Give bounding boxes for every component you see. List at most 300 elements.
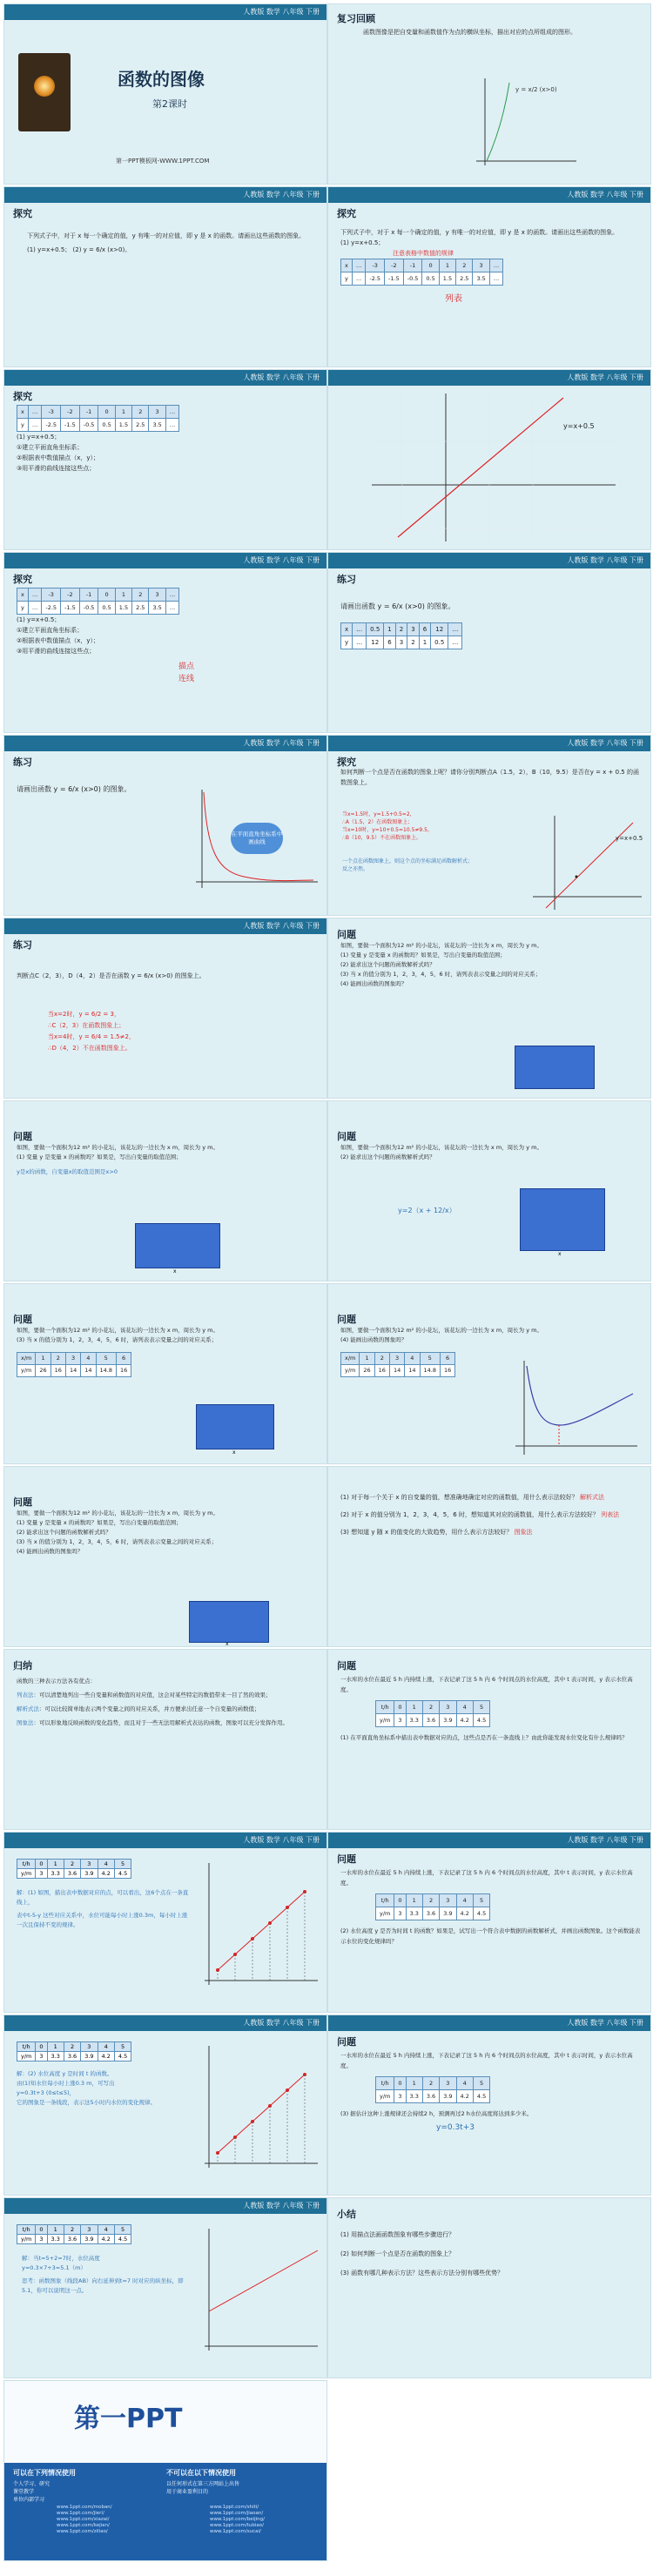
footer-right-item: 以任何形式在第三方网站上出售 — [166, 2481, 240, 2487]
table-row — [17, 2042, 131, 2052]
solution-line-1: 解：当t=5+2=7时，水位高度 — [22, 2255, 100, 2262]
table-cell: 0.5 — [98, 602, 115, 615]
question-1: (1) 变量 y 是变量 x 的函数吗？如果是，写出自变量的取值范围； — [17, 1153, 182, 1160]
table-cell: 1.5 — [439, 272, 455, 286]
value-table — [340, 622, 462, 649]
water-table — [375, 1893, 490, 1920]
table-cell: 3.3 — [47, 2052, 64, 2061]
table-row — [17, 2052, 131, 2061]
footer-link[interactable]: www.1ppt.com/moban/ — [57, 2505, 112, 2510]
water-table — [17, 2041, 131, 2061]
perimeter-graph — [511, 1359, 642, 1459]
table-cell: … — [489, 272, 503, 286]
value-table — [340, 259, 503, 286]
hint-cloud: 在平面直角坐标系中画曲线 — [231, 823, 283, 854]
table-cell: 6 — [384, 636, 395, 649]
table-cell: -2 — [61, 406, 80, 419]
rep-answer-1: 解析式法 — [579, 1494, 604, 1501]
slide-footer[interactable] — [3, 2380, 327, 2561]
slide-header-bar: 人教版 数学 八年级 下册 — [328, 736, 650, 751]
footer-link[interactable]: www.1ppt.com/xiazai/ — [57, 2517, 110, 2522]
table-cell: -1 — [403, 259, 422, 272]
table-cell: 3.6 — [64, 2235, 80, 2244]
solution-line-4: 它的图象是一条线段，表示这5小时内水位的变化规律。 — [17, 2099, 157, 2106]
slide-water-problem-1[interactable] — [327, 1649, 651, 1830]
table-cell: 1 — [419, 636, 430, 649]
table-cell: -2 — [61, 589, 80, 602]
table-cell: 4.5 — [114, 2235, 131, 2244]
solution-line-2: 由(1)知水位每小时上涨0.3 m，可写出 — [17, 2080, 115, 2087]
slide-water-problem-3[interactable] — [327, 2014, 651, 2196]
flowerbed-rect — [196, 1404, 274, 1449]
table-cell: 1 — [115, 589, 131, 602]
value-table — [17, 1352, 131, 1377]
table-cell: -3 — [366, 259, 385, 272]
table-cell: 2 — [64, 2042, 80, 2052]
table-cell: 3.6 — [64, 1869, 80, 1879]
slide-title-text: 复习回顾 — [337, 13, 375, 24]
table-cell: 3.6 — [64, 2052, 80, 2061]
table-cell: 14 — [389, 1365, 404, 1377]
summary-lead: 函数的三种表示方法各有优点： — [17, 1678, 96, 1685]
table-cell: -0.5 — [79, 419, 98, 432]
explore-intro: 下列式子中，对于 x 每一个确定的值，y 有唯一的对应值，即 y 是 x 的函数。请画出这些函数的图象。 — [340, 229, 619, 236]
table-row — [17, 589, 179, 602]
method-formula: 解析式法 — [17, 1705, 39, 1712]
table-cell: 3.9 — [81, 1869, 98, 1879]
table-cell: 3.9 — [440, 1714, 456, 1727]
table-row — [376, 1894, 490, 1907]
step-1: ①建立平面直角坐标系； — [17, 444, 84, 451]
slide-header-bar: 人教版 数学 八年级 下册 — [328, 187, 650, 203]
reason-4: ∴B（10，9.5）不在函数图象上。 — [342, 835, 422, 841]
table-cell: 4.2 — [456, 1714, 473, 1727]
table-cell: … — [28, 419, 42, 432]
table-cell: 4.2 — [98, 2235, 114, 2244]
solution-line-3: 思考：函数图象（线段AB）向右延伸到t=7 时对应的纵坐标，即5.1，你可以说明这一点。 — [22, 2277, 184, 2294]
table-cell: y/m — [376, 2090, 394, 2103]
question-2: (2) 能求出这个问题的函数解析式吗？ — [340, 961, 435, 968]
table-cell: 0 — [98, 589, 115, 602]
table-cell: … — [28, 589, 42, 602]
slide-header-bar: 人教版 数学 八年级 下册 — [4, 736, 326, 751]
slide-title-text: 小结 — [337, 2209, 356, 2220]
slide-explore-1[interactable] — [3, 186, 327, 367]
footer-link[interactable]: www.1ppt.com/sucai/ — [210, 2529, 261, 2534]
reason-3: 当x=10时，y=10+0.5=10.5≠9.5， — [342, 827, 433, 833]
water-intro: 一水库的水位在最近 5 h 内持续上涨，下表记录了这 5 h 内 6 个时间点的水位高度，其中 t 表示时间，y 表示水位高度。 — [340, 1869, 633, 1887]
practice-prompt: 请画出函数 y = 6/x (x>0) 的图象。 — [340, 602, 455, 610]
table-cell: 0.5 — [98, 419, 115, 432]
table-cell: x — [341, 623, 353, 636]
table-cell: 4 — [98, 1860, 114, 1869]
table-cell: 0 — [394, 2077, 406, 2090]
slide-title-text: 问题 — [13, 1497, 32, 1508]
lesson-subtitle: 第2课时 — [152, 98, 187, 110]
table-cell: x/m — [17, 1353, 36, 1365]
water-points — [216, 2073, 306, 2163]
table-cell: 3 — [473, 259, 489, 272]
table-cell: t/h — [376, 2077, 394, 2090]
table-cell: 1 — [47, 1860, 64, 1869]
table-cell: y — [17, 419, 29, 432]
question-1: (1) 变量 y 是变量 x 的函数吗？如果是，写出自变量的取值范围； — [340, 952, 506, 958]
table-cell: 4 — [456, 1701, 473, 1714]
table-row — [341, 1353, 455, 1365]
table-row — [17, 602, 179, 615]
slide-explore-4[interactable] — [3, 552, 327, 733]
table-cell: t/h — [376, 1894, 394, 1907]
review-text: 函数图像是把自变量和函数值作为点的横纵坐标，描出对应的点所组成的图形。 — [363, 29, 576, 36]
table-cell: x — [17, 589, 29, 602]
table-cell: 3.3 — [406, 2090, 422, 2103]
slide-water-problem-2[interactable] — [327, 1832, 651, 2013]
table-row — [17, 1365, 131, 1377]
slide-water-solution-1[interactable] — [3, 1832, 327, 2013]
line-graph — [363, 389, 624, 546]
solution-line-3: y=0.3t+3 (0≤t≤5)， — [17, 2089, 76, 2096]
footer-right-item: 用于商业盈利目的 — [166, 2489, 209, 2495]
slide-explore-3[interactable] — [3, 369, 327, 550]
table-cell: x — [17, 406, 29, 419]
water-line-graph — [196, 2041, 322, 2172]
table-cell: 3 — [65, 1353, 80, 1365]
table-cell: 1 — [384, 623, 395, 636]
slide-explore-2[interactable] — [327, 186, 651, 367]
table-cell: -3 — [42, 406, 61, 419]
rep-answer-3: 图象法 — [514, 1529, 533, 1536]
table-cell: 3 — [440, 2077, 456, 2090]
water-question-2: (2) 水位高度 y 是否为时间 t 的函数？如果是，试写出一个符合表中数据的函数解析式，并画出函数图象。这个函数能表示水位的变化规律吗？ — [340, 1927, 641, 1945]
table-cell: 4.2 — [456, 1907, 473, 1920]
table-cell: 5 — [420, 1353, 440, 1365]
side-label: x — [232, 1449, 236, 1456]
table-cell: 3.5 — [149, 419, 165, 432]
step-3: ③用平滑的曲线连接这些点； — [17, 465, 96, 472]
reason-1: 当x=1.5时，y=1.5+0.5=2， — [342, 811, 415, 817]
table-cell: 14.8 — [96, 1365, 116, 1377]
table-cell: y/m — [376, 1907, 394, 1920]
table-row — [376, 1714, 490, 1727]
table-cell: 4 — [456, 2077, 473, 2090]
table-cell: 4 — [405, 1353, 420, 1365]
table-cell: 0 — [36, 2042, 47, 2052]
side-label: x — [558, 1251, 562, 1257]
table-cell: 3.9 — [81, 2235, 98, 2244]
table-cell: 1 — [439, 259, 455, 272]
tag-plot: 描点 — [178, 662, 195, 671]
slide-title-text: 问题 — [337, 1131, 356, 1142]
table-cell: 0 — [36, 1860, 47, 1869]
table-cell: 2 — [132, 589, 149, 602]
table-cell: 1 — [47, 2225, 64, 2235]
table-cell: 2 — [395, 623, 407, 636]
table-cell: 6 — [116, 1353, 131, 1365]
slide-header-bar: 人教版 数学 八年级 下册 — [328, 553, 650, 568]
table-cell: -2.5 — [366, 272, 385, 286]
table-cell: -0.5 — [79, 602, 98, 615]
table-cell: 2.5 — [132, 419, 149, 432]
question-3: (3) 当 x 的值分别为 1，2，3，4，5，6 时，请列表表示变量之间的对应关系； — [17, 1336, 218, 1343]
method-graph-desc: ：可以形象地反映函数的变化趋势，而且对于一些无法用解析式表达的函数，图象可以充分发挥作用。 — [33, 1719, 288, 1726]
footer-link[interactable]: www.1ppt.com/tubiao/ — [210, 2523, 264, 2528]
explore-formula: (1) y=x+0.5； — [340, 239, 385, 246]
table-cell: 1 — [360, 1353, 374, 1365]
candle-photo — [18, 53, 71, 131]
list-caption: 列表 — [445, 294, 462, 304]
step-1: ①建立平面直角坐标系； — [17, 627, 84, 634]
slide-header-bar: 人教版 数学 八年级 下册 — [4, 2015, 326, 2031]
footer-link[interactable]: www.1ppt.com/jieri/ — [57, 2511, 104, 2516]
answer-1: y是x的函数，自变量x的取值范围是x>0 — [17, 1168, 118, 1175]
table-cell: … — [353, 636, 367, 649]
slide-problem-1[interactable] — [327, 918, 651, 1099]
question-2: (2) 能求出这个问题的函数解析式吗？ — [17, 1529, 111, 1536]
table-row — [376, 1701, 490, 1714]
table-cell: 3 — [81, 1860, 98, 1869]
solution-line-1: 解：(2) 水位高度 y 是时间 t 的函数。 — [17, 2070, 113, 2077]
table-cell: 3 — [394, 1907, 406, 1920]
step-2: ②根据表中数值描点（x，y）； — [17, 454, 100, 461]
slide-representation-questions[interactable] — [327, 1466, 651, 1647]
question-4: (4) 能画出函数的图象吗？ — [340, 1336, 407, 1343]
rule-note: 一个点在函数图象上，则这个点的坐标满足函数解析式；反之亦然。 — [342, 858, 474, 872]
slide-header-bar: 人教版 数学 八年级 下册 — [328, 2015, 650, 2031]
table-row — [341, 636, 462, 649]
summary-question-1: (1) 用描点法画函数图象有哪些步骤进行？ — [340, 2231, 455, 2238]
table-cell: 5 — [473, 2077, 489, 2090]
table-cell: 2 — [422, 2077, 439, 2090]
table-cell: 4.5 — [114, 2052, 131, 2061]
water-table — [375, 2076, 490, 2103]
slide-water-solution-3[interactable] — [3, 2197, 327, 2378]
slide-header-bar: 人教版 数学 八年级 下册 — [4, 370, 326, 386]
table-cell: 3.6 — [422, 1714, 439, 1727]
table-cell: 1 — [406, 2077, 422, 2090]
line-label: y=x+0.5 — [563, 422, 595, 430]
table-cell: 3 — [394, 1714, 406, 1727]
water-table — [17, 2224, 131, 2244]
table-cell: … — [352, 272, 366, 286]
table-cell: 3 — [440, 1701, 456, 1714]
slide-title-text: 探究 — [13, 208, 32, 219]
water-answer-formula: y=0.3t+3 — [436, 2123, 475, 2132]
problem-intro: 如图，要做一个面积为12 m² 的小花坛，该花坛的一边长为 x m，周长为 y m。 — [340, 942, 542, 949]
candle-flame-icon — [34, 76, 55, 97]
table-cell: y/m — [17, 1869, 36, 1879]
table-cell: 3.9 — [81, 2052, 98, 2061]
slide-header-bar: 人教版 数学 八年级 下册 — [4, 2198, 326, 2214]
table-cell: 3.6 — [422, 2090, 439, 2103]
reason-4: ∴D（4，2）不在函数图象上。 — [48, 1045, 131, 1052]
table-cell: 1 — [47, 2042, 64, 2052]
table-cell: 5 — [114, 1860, 131, 1869]
table-cell: 0 — [36, 2225, 47, 2235]
footer-link[interactable]: www.1ppt.com/shiti/ — [210, 2505, 259, 2510]
table-cell: 4.5 — [114, 1869, 131, 1879]
slide-review[interactable] — [327, 3, 651, 185]
slide-title-text: 探究 — [13, 574, 32, 585]
table-cell: -3 — [42, 589, 61, 602]
table-cell: 5 — [114, 2042, 131, 2052]
table-cell: 0.5 — [422, 272, 439, 286]
flowerbed-rect — [520, 1188, 605, 1251]
solution-line-1: 解：(1) 如图，描出表中数据对应的点，可以看出，这6个点在一条直线上， — [17, 1889, 189, 1906]
footer-link[interactable]: www.1ppt.com/kejian/ — [57, 2523, 110, 2528]
reason-3: 当x=4时，y = 6/4 = 1.5≠2， — [48, 1033, 135, 1040]
slide-explore-5[interactable] — [327, 735, 651, 916]
page-title: 函数的图像 — [118, 69, 205, 90]
table-cell: 1 — [406, 1894, 422, 1907]
table-row — [341, 623, 462, 636]
table-row — [17, 419, 179, 432]
footer-right-title: 不可以在以下情况使用 — [166, 2469, 236, 2477]
table-cell: 2 — [374, 1353, 389, 1365]
table-row — [17, 406, 179, 419]
water-table — [375, 1700, 490, 1727]
table-cell: t/h — [376, 1701, 394, 1714]
table-cell: 3.3 — [47, 2235, 64, 2244]
table-cell: 1 — [406, 1701, 422, 1714]
slide-problem-3[interactable] — [327, 1100, 651, 1281]
slide-title-text: 问题 — [337, 1853, 356, 1865]
table-cell: … — [448, 623, 462, 636]
slide-problem-5[interactable] — [327, 1283, 651, 1464]
side-label: x — [173, 1268, 177, 1275]
table-cell: 12 — [431, 623, 448, 636]
footer-left-item: 单位内部学习 — [13, 2497, 45, 2503]
table-cell: -1 — [79, 589, 98, 602]
table-cell: 2 — [64, 1860, 80, 1869]
slide-title[interactable] — [3, 3, 327, 185]
slide-title-text: 问题 — [13, 1314, 32, 1325]
slide-header-bar: 人教版 数学 八年级 下册 — [4, 4, 326, 20]
table-cell: 14.8 — [420, 1365, 440, 1377]
slide-title-text: 问题 — [337, 1660, 356, 1671]
table-row — [376, 2077, 490, 2090]
footer-left-item: 个人学习、研究 — [13, 2481, 50, 2487]
practice-prompt: 请画出函数 y = 6/x (x>0) 的图象。 — [17, 785, 131, 793]
table-cell: … — [165, 406, 179, 419]
question-1: (1) 变量 y 是变量 x 的函数吗？如果是，写出自变量的取值范围； — [17, 1519, 182, 1526]
water-table — [17, 1859, 131, 1879]
table-cell: 26 — [360, 1365, 374, 1377]
table-cell: 3.3 — [406, 1907, 422, 1920]
table-cell: … — [28, 602, 42, 615]
review-graph — [468, 74, 581, 170]
flowerbed-rect — [515, 1046, 595, 1089]
table-cell: 1.5 — [115, 602, 131, 615]
table-cell: 4.5 — [473, 2090, 489, 2103]
table-cell: 26 — [36, 1365, 50, 1377]
summary-question-3: (3) 函数有哪几种表示方法？这些表示方法分别有哪些优势？ — [340, 2270, 504, 2277]
step-3: ③用平滑的曲线连接这些点； — [17, 648, 96, 655]
footer-link[interactable]: www.1ppt.com/jiaoan/ — [210, 2511, 264, 2516]
table-cell: 4 — [81, 1353, 96, 1365]
footer-link[interactable]: www.1ppt.com/ziliao/ — [57, 2529, 108, 2534]
review-legend: y = x/2 (x>0) — [515, 86, 557, 93]
table-cell: 3 — [36, 2052, 47, 2061]
table-row — [341, 1365, 455, 1377]
reason-2: ∴A（1.5，2）在函数图象上； — [342, 819, 414, 825]
slide-water-solution-2[interactable] — [3, 2014, 327, 2196]
water-points — [216, 1890, 306, 1981]
table-cell: x/m — [341, 1353, 360, 1365]
slide-header-bar: 人教版 数学 八年级 下册 — [4, 187, 326, 203]
table-cell: 3 — [389, 1353, 404, 1365]
water-scatter — [196, 1859, 322, 1989]
reason-1: 当x=2时，y = 6/2 = 3， — [48, 1011, 120, 1018]
solution-line-2: y=0.3×7+3=5.1（m） — [22, 2264, 86, 2271]
slide-problem-2[interactable] — [3, 1100, 327, 1281]
water-intro: 一水库的水位在最近 5 h 内持续上涨，下表记录了这 5 h 内 6 个时间点的水位高度，其中 t 表示时间，y 表示水位高度。 — [340, 1676, 633, 1693]
explore-formulas: (1) y=x+0.5； (2) y = 6/x (x>0)。 — [27, 246, 131, 253]
rep-question-1: (1) 对于每一个关于 x 的自变量的值，想准确地确定对应的函数值，用什么表示法较好？ — [340, 1494, 578, 1501]
slide-title-text: 探究 — [13, 391, 32, 402]
slide-line-graph[interactable] — [327, 369, 651, 550]
slide-header-bar: 人教版 数学 八年级 下册 — [4, 553, 326, 568]
question-4: (4) 能画出函数的图象吗？ — [17, 1548, 84, 1555]
table-cell: 5 — [114, 2225, 131, 2235]
footer-logo: 第一PPT — [74, 2404, 183, 2434]
table-cell: 16 — [374, 1365, 389, 1377]
table-cell: 3.5 — [473, 272, 489, 286]
table-cell: 3.9 — [440, 2090, 456, 2103]
table-row — [341, 259, 503, 272]
table-cell: 4 — [98, 2225, 114, 2235]
table-cell: -2.5 — [42, 419, 61, 432]
slide-practice-2[interactable] — [3, 735, 327, 916]
summary-question-2: (2) 如何判断一个点是否在函数的图象上？ — [340, 2250, 455, 2257]
footer-link[interactable]: www.1ppt.com/beijing/ — [210, 2517, 266, 2522]
slide-summary-methods[interactable] — [3, 1649, 327, 1830]
table-cell: 3 — [440, 1894, 456, 1907]
rep-question-3: (3) 想知道 y 随 x 的值变化的大致趋势，用什么表示方法较好？ — [340, 1529, 513, 1536]
table-cell: 2.5 — [132, 602, 149, 615]
slide-practice-1[interactable] — [327, 552, 651, 733]
value-table — [17, 405, 179, 432]
table-cell: 0 — [422, 259, 439, 272]
table-cell: 3 — [149, 406, 165, 419]
slide-problem-6[interactable] — [3, 1466, 327, 1647]
table-cell: y/m — [17, 2235, 36, 2244]
table-row — [17, 1860, 131, 1869]
table-cell: 2 — [407, 636, 419, 649]
slide-title-text: 探究 — [337, 208, 356, 219]
table-cell: … — [28, 406, 42, 419]
slide-title-text: 练习 — [13, 757, 32, 768]
table-cell: x — [341, 259, 353, 272]
table-note: 注意表格中数值的规律 — [393, 250, 454, 257]
problem-intro: 如图，要做一个面积为12 m² 的小花坛，该花坛的一边长为 x m，周长为 y m。 — [17, 1327, 219, 1334]
flowerbed-rect — [189, 1601, 269, 1643]
slide-summary[interactable] — [327, 2197, 651, 2378]
slide-problem-4[interactable] — [3, 1283, 327, 1464]
slide-practice-3[interactable] — [3, 918, 327, 1099]
table-cell: 3.3 — [47, 1869, 64, 1879]
table-cell: y — [341, 272, 353, 286]
table-cell: 4.5 — [473, 1714, 489, 1727]
table-cell: -2.5 — [42, 602, 61, 615]
slide-header-bar: 人教版 数学 八年级 下册 — [328, 1833, 650, 1848]
problem-intro: 如图，要做一个面积为12 m² 的小花坛，该花坛的一边长为 x m，周长为 y m。 — [340, 1144, 542, 1151]
table-cell: 3 — [36, 1869, 47, 1879]
table-cell: 2 — [132, 406, 149, 419]
table-cell: t/h — [17, 2042, 36, 2052]
table-cell: 3 — [81, 2225, 98, 2235]
problem-intro: 如图，要做一个面积为12 m² 的小花坛，该花坛的一边长为 x m，周长为 y m。 — [17, 1144, 219, 1151]
table-cell: 3 — [81, 2042, 98, 2052]
